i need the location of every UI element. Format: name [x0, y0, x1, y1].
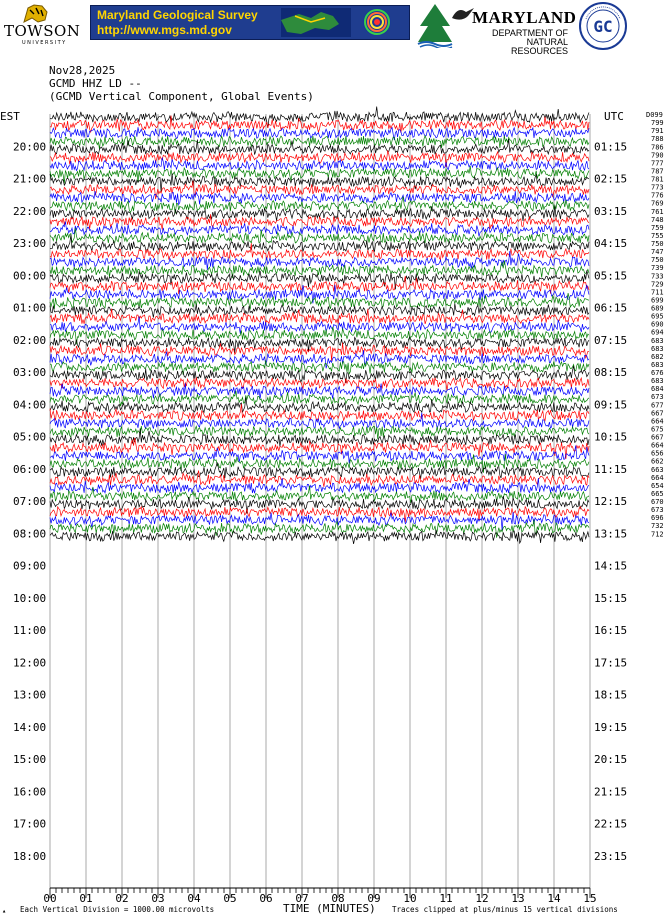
x-tick-label: 05 [223, 892, 237, 905]
seismic-trace [50, 426, 589, 439]
utc-hour-label: 21:15 [594, 785, 628, 799]
trace-value-label: 665 [651, 489, 664, 498]
est-hour-labels [13, 140, 46, 863]
x-tick-label: 01 [79, 892, 93, 905]
trace-value-label: 787 [651, 167, 664, 176]
trace-value-label: 664 [651, 473, 664, 482]
utc-axis-title: UTC [604, 110, 624, 123]
trace-value-label: 788 [651, 135, 664, 144]
x-tick-label: 08 [331, 892, 345, 905]
est-hour-label: 11:00 [13, 624, 47, 637]
seismic-trace [50, 530, 589, 544]
towson-name: TOWSON [4, 22, 81, 40]
utc-hour-label: 20:15 [594, 753, 628, 766]
utc-hour-label: 11:15 [594, 462, 628, 476]
est-hour-label: 12:00 [13, 656, 47, 670]
trace-value-label: 712 [651, 530, 664, 539]
utc-hour-label: 01:15 [594, 140, 628, 154]
trace-value-label: 683 [651, 344, 664, 353]
x-tick-label: 09 [367, 892, 381, 905]
utc-hour-label: 05:15 [594, 269, 628, 283]
trace-value-label: 694 [651, 328, 664, 337]
trace-value-label: 684 [651, 385, 664, 394]
trace-value-label: 699 [651, 296, 664, 305]
x-tick-label: 15 [583, 892, 597, 905]
utc-hour-label: 22:15 [594, 817, 628, 831]
utc-hour-label: 12:15 [594, 495, 628, 508]
est-hour-label: 03:00 [13, 366, 47, 379]
x-tick-label: 02 [115, 892, 129, 905]
mgs-url[interactable]: http://www.mgs.md.gov [97, 23, 232, 37]
est-hour-label: 04:00 [13, 398, 47, 412]
x-tick-label: 13 [511, 892, 525, 905]
utc-hour-labels [594, 140, 627, 863]
utc-hour-label: 14:15 [594, 559, 628, 573]
seismic-trace [50, 350, 589, 368]
svg-text:GC: GC [593, 17, 613, 36]
utc-hour-label: 02:15 [594, 172, 628, 186]
est-hour-label: 21:00 [13, 172, 47, 186]
trace-value-label: 747 [651, 248, 664, 257]
est-hour-label: 05:00 [13, 430, 47, 444]
trace-value-label: 683 [651, 377, 664, 386]
corner-mark: ▴ [2, 907, 7, 915]
trace-value-label: 711 [651, 288, 664, 297]
utc-hour-label: 06:15 [594, 301, 628, 315]
trace-value-label: 777 [651, 159, 664, 168]
trace-value-label: 750 [651, 256, 664, 265]
utc-hour-label: 16:15 [594, 624, 628, 637]
x-tick-label: 04 [187, 892, 201, 905]
utc-hour-label: 17:15 [594, 656, 628, 670]
x-tick-label: 12 [475, 892, 489, 905]
seismic-trace [50, 327, 589, 345]
est-hour-label: 07:00 [13, 495, 47, 508]
trace-value-labels [646, 111, 664, 538]
est-hour-label: 15:00 [13, 753, 47, 766]
est-hour-label: 00:00 [13, 269, 47, 283]
est-hour-label: 18:00 [13, 849, 47, 863]
trace-value-label: 673 [651, 506, 664, 515]
trace-value-label: 755 [651, 231, 664, 240]
trace-value-label: 729 [651, 280, 664, 289]
est-hour-label: 10:00 [13, 591, 47, 605]
seismic-trace [50, 276, 589, 294]
x-tick-label: 06 [259, 892, 273, 905]
utc-hour-label: 10:15 [594, 430, 628, 444]
seismic-trace [50, 139, 589, 155]
trace-value-label: 732 [651, 522, 664, 531]
est-hour-label: 08:00 [13, 527, 47, 541]
trace-value-label: 790 [651, 151, 664, 160]
utc-hour-label: 03:15 [594, 204, 628, 218]
header-station: GCMD HHZ LD -- [49, 77, 142, 90]
trace-value-label: 682 [651, 352, 664, 361]
trace-value-label: 689 [651, 304, 664, 313]
est-hour-label: 22:00 [13, 204, 47, 218]
x-tick-label: 10 [403, 892, 417, 905]
trace-value-label: 677 [651, 401, 664, 410]
seismic-trace [50, 222, 589, 237]
trace-value-label: 733 [651, 272, 664, 281]
trace-value-label: 750 [651, 240, 664, 248]
trace-value-label: 748 [651, 215, 664, 224]
towson-sub: UNIVERSITY [22, 40, 67, 46]
trace-value-label: 675 [651, 425, 664, 434]
est-hour-label: 09:00 [13, 559, 47, 573]
footer-scale-note: Each Vertical Division = 1000.00 microvolts [20, 905, 215, 914]
est-hour-label: 13:00 [13, 688, 47, 702]
trace-value-label: D099 [646, 111, 663, 119]
est-hour-label: 14:00 [13, 720, 47, 734]
utc-hour-label: 18:15 [594, 688, 628, 702]
header-date: Nov28,2025 [49, 64, 116, 77]
utc-hour-label: 15:15 [594, 591, 628, 605]
utc-hour-label: 19:15 [594, 720, 628, 734]
utc-hour-label: 09:15 [594, 398, 628, 412]
trace-value-label: 773 [651, 183, 664, 192]
utc-hour-label: 04:15 [594, 237, 628, 250]
x-tick-label: 07 [295, 892, 309, 905]
trace-value-label: 667 [651, 433, 664, 442]
trace-value-label: 683 [651, 336, 664, 345]
trace-value-label: 690 [651, 320, 664, 329]
trace-value-label: 654 [651, 481, 664, 490]
trace-value-label: 667 [651, 409, 664, 418]
est-hour-label: 23:00 [13, 237, 47, 250]
trace-value-label: 670 [651, 498, 664, 506]
utc-hour-label: 07:15 [594, 333, 628, 347]
dnr-name: MARYLAND [472, 8, 577, 27]
est-hour-label: 20:00 [13, 140, 47, 154]
trace-value-label: 786 [651, 143, 664, 152]
seismic-trace [50, 150, 589, 167]
est-axis-title: EST [0, 110, 20, 123]
trace-value-label: 769 [651, 199, 664, 208]
x-tick-label: 03 [151, 892, 165, 905]
trace-value-label: 676 [651, 369, 664, 377]
header-description: (GCMD Vertical Component, Global Events) [49, 90, 314, 103]
est-hour-label: 01:00 [13, 301, 47, 315]
trace-value-label: 664 [651, 417, 664, 426]
seismic-trace [50, 116, 589, 133]
trace-value-label: 739 [651, 264, 664, 273]
est-hour-label: 02:00 [13, 333, 47, 347]
trace-value-label: 776 [651, 191, 664, 200]
seismic-trace [50, 478, 589, 493]
trace-value-label: 673 [651, 393, 664, 402]
seismic-trace [50, 309, 589, 324]
dnr-line1: DEPARTMENT OF [491, 28, 568, 38]
trace-value-label: 696 [651, 514, 664, 523]
trace-value-label: 781 [651, 175, 664, 184]
trace-value-label: 695 [651, 312, 664, 321]
seismic-trace [50, 512, 589, 530]
utc-hour-label: 13:15 [594, 527, 628, 541]
trace-value-label: 799 [651, 119, 664, 128]
mgs-title: Maryland Geological Survey [97, 8, 258, 22]
trace-value-label: 761 [651, 207, 664, 216]
trace-value-label: 662 [651, 457, 664, 466]
utc-hour-label: 08:15 [594, 366, 628, 379]
dnr-line2: NATURAL RESOURCES [510, 37, 568, 56]
est-hour-label: 16:00 [13, 785, 47, 799]
trace-value-label: 759 [651, 223, 664, 232]
seismic-trace [50, 107, 589, 129]
trace-value-label: 683 [651, 360, 664, 369]
trace-value-label: 663 [651, 465, 664, 474]
trace-value-label: 664 [651, 441, 664, 450]
x-tick-label: 00 [43, 892, 57, 905]
seismic-trace [50, 462, 589, 478]
footer-clip-note: Traces clipped at plus/minus 15 vertical divisions [392, 905, 618, 914]
trace-value-label: 791 [651, 127, 664, 136]
utc-hour-label: 23:15 [594, 849, 628, 863]
seismic-traces [50, 107, 589, 544]
est-hour-label: 06:00 [13, 462, 47, 476]
trace-value-label: 656 [651, 449, 664, 458]
x-tick-label: 11 [439, 892, 453, 905]
seismic-trace [50, 158, 589, 171]
seismic-trace [50, 293, 589, 309]
est-hour-label: 17:00 [13, 817, 47, 831]
x-tick-label: 14 [547, 892, 561, 905]
x-axis-label: TIME (MINUTES) [283, 902, 376, 915]
